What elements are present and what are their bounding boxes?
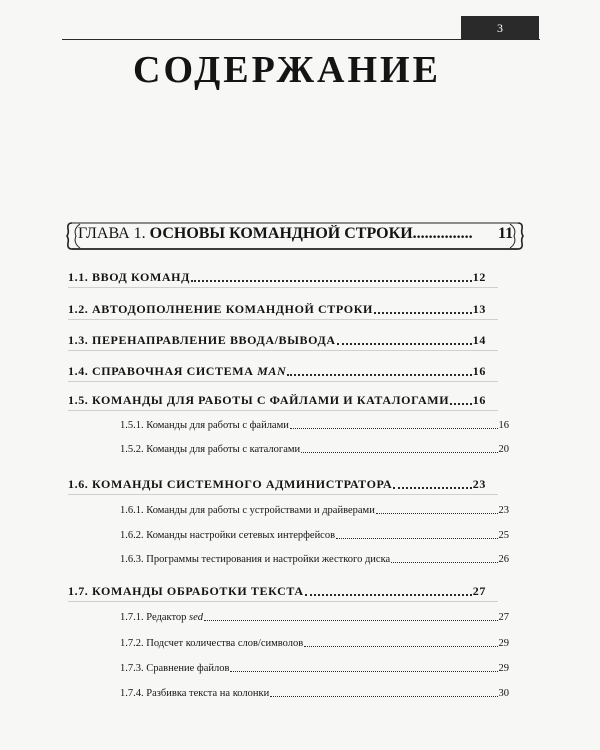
toc-entry-page: 29	[498, 663, 509, 674]
toc-entry-number: 1.6.2.	[120, 530, 144, 541]
toc-subsection-entry[interactable]	[120, 638, 509, 649]
toc-entry-text: Команды для работы с каталогами	[146, 444, 301, 455]
toc-section-entry[interactable]	[68, 393, 486, 408]
toc-entry-title	[120, 612, 203, 623]
section-underline	[68, 287, 498, 288]
toc-entry-text: ВВОД КОМАНД	[92, 270, 190, 284]
toc-entry-number: 1.7.4.	[120, 688, 144, 699]
toc-entry-number: 1.7.3.	[120, 663, 144, 674]
toc-entry-title	[68, 333, 336, 348]
page-title: СОДЕРЖАНИЕ	[133, 49, 441, 91]
toc-subsection-entry[interactable]	[120, 444, 509, 455]
toc-entry-number: 1.5.	[68, 393, 89, 407]
toc-entry-title	[120, 663, 229, 674]
section-underline	[68, 350, 498, 351]
toc-leader-dots	[270, 690, 497, 697]
toc-leader-dots	[337, 336, 472, 345]
toc-entry-text: Сравнение файлов	[146, 663, 230, 674]
toc-entry-text: Программы тестирования и настройки жесткого диска	[146, 554, 391, 565]
toc-entry-number: 1.3.	[68, 333, 89, 347]
toc-entry-number: 1.1.	[68, 270, 89, 284]
toc-section-entry[interactable]	[68, 364, 486, 379]
toc-entry-title	[68, 393, 449, 408]
toc-section-entry[interactable]	[68, 302, 486, 317]
toc-leader-dots	[287, 367, 472, 376]
chapter-title: ОСНОВЫ КОМАНДНОЙ СТРОКИ	[149, 225, 413, 242]
toc-entry-page: 25	[498, 530, 509, 541]
chapter-title-line	[78, 225, 498, 243]
toc-entry-text: Разбивка текста на колонки	[146, 688, 270, 699]
toc-entry-title	[120, 688, 269, 699]
toc-entry-page: 30	[498, 688, 509, 699]
section-underline	[68, 319, 498, 320]
toc-section-entry[interactable]	[68, 270, 486, 285]
toc-entry-title	[68, 270, 190, 285]
toc-entry-page: 26	[498, 554, 509, 565]
toc-entry-title	[68, 302, 373, 317]
toc-entry-page: 23	[472, 477, 486, 491]
toc-entry-number: 1.7.2.	[120, 638, 144, 649]
toc-entry-page: 13	[472, 302, 486, 316]
toc-entry-number: 1.6.3.	[120, 554, 144, 565]
toc-section-entry[interactable]	[68, 584, 486, 599]
toc-leader-dots	[304, 640, 497, 647]
toc-entry-page: 16	[472, 364, 486, 378]
toc-entry-text: КОМАНДЫ СИСТЕМНОГО АДМИНИСТРАТОРА	[92, 477, 393, 491]
toc-entry-page: 27	[498, 612, 509, 623]
toc-leader-dots	[393, 480, 472, 489]
section-underline	[68, 410, 498, 411]
toc-entry-title	[120, 505, 375, 516]
toc-subsection-entry[interactable]	[120, 688, 509, 699]
toc-entry-page: 23	[498, 505, 509, 516]
toc-subsection-entry[interactable]	[120, 420, 509, 431]
toc-leader-dots	[204, 614, 497, 621]
toc-entry-page: 16	[498, 420, 509, 431]
section-underline	[68, 381, 498, 382]
toc-entry-text: КОМАНДЫ ДЛЯ РАБОТЫ С ФАЙЛАМИ И КАТАЛОГАМИ	[92, 393, 450, 407]
toc-leader-dots	[230, 665, 497, 672]
chapter-leader-dots: ...............	[412, 225, 473, 242]
toc-entry-text: Команды для работы с устройствами и драйверами	[146, 505, 375, 516]
toc-entry-page: 14	[472, 333, 486, 347]
toc-entry-number: 1.6.1.	[120, 505, 144, 516]
toc-subsection-entry[interactable]	[120, 612, 509, 623]
toc-entry-text: СПРАВОЧНАЯ СИСТЕМА	[92, 364, 254, 378]
toc-entry-title	[68, 584, 304, 599]
toc-section-entry[interactable]	[68, 477, 486, 492]
toc-entry-page: 16	[472, 393, 486, 407]
toc-entry-text: ПЕРЕНАПРАВЛЕНИЕ ВВОДА/ВЫВОДА	[92, 333, 336, 347]
toc-leader-dots	[301, 446, 497, 453]
toc-entry-title	[68, 477, 392, 492]
page-number: 3	[461, 16, 539, 40]
toc-subsection-entry[interactable]	[120, 554, 509, 565]
toc-leader-dots	[391, 556, 497, 563]
section-underline	[68, 601, 498, 602]
toc-leader-dots	[336, 532, 497, 539]
toc-entry-title	[120, 638, 303, 649]
toc-entry-number: 1.2.	[68, 302, 89, 316]
toc-entry-number: 1.6.	[68, 477, 89, 491]
toc-entry-page: 20	[498, 444, 509, 455]
toc-leader-dots	[376, 507, 498, 514]
toc-entry-page: 12	[472, 270, 486, 284]
toc-entry-number: 1.7.1.	[120, 612, 144, 623]
toc-entry-title	[68, 364, 286, 379]
toc-entry-text: Команды настройки сетевых интерфейсов	[146, 530, 336, 541]
chapter-heading[interactable]	[66, 221, 524, 251]
toc-entry-title	[120, 530, 335, 541]
toc-section-entry[interactable]	[68, 333, 486, 348]
toc-entry-number: 1.5.2.	[120, 444, 144, 455]
chapter-page: 11	[498, 225, 514, 242]
toc-leader-dots	[450, 396, 472, 405]
section-underline	[68, 494, 498, 495]
toc-entry-emphasis: sed	[189, 612, 204, 623]
toc-entry-number: 1.7.	[68, 584, 89, 598]
toc-leader-dots	[305, 587, 472, 596]
toc-entry-page: 27	[472, 584, 486, 598]
toc-leader-dots	[191, 273, 472, 282]
toc-leader-dots	[290, 422, 498, 429]
toc-subsection-entry[interactable]	[120, 530, 509, 541]
toc-entry-title	[120, 444, 300, 455]
toc-entry-page: 29	[498, 638, 509, 649]
toc-entry-text: Команды для работы с файлами	[146, 420, 289, 431]
toc-entry-text: Редактор	[146, 612, 187, 623]
toc-subsection-entry[interactable]	[120, 505, 509, 516]
chapter-label: ГЛАВА 1.	[78, 225, 146, 242]
toc-entry-title	[120, 420, 289, 431]
toc-leader-dots	[374, 305, 472, 314]
toc-entry-text: АВТОДОПОЛНЕНИЕ КОМАНДНОЙ СТРОКИ	[92, 302, 373, 316]
toc-entry-title	[120, 554, 390, 565]
toc-entry-number: 1.5.1.	[120, 420, 144, 431]
toc-entry-text: Подсчет количества слов/символов	[146, 638, 304, 649]
toc-entry-number: 1.4.	[68, 364, 89, 378]
toc-subsection-entry[interactable]	[120, 663, 509, 674]
toc-entry-emphasis: MAN	[257, 364, 287, 378]
toc-entry-text: КОМАНДЫ ОБРАБОТКИ ТЕКСТА	[92, 584, 304, 598]
